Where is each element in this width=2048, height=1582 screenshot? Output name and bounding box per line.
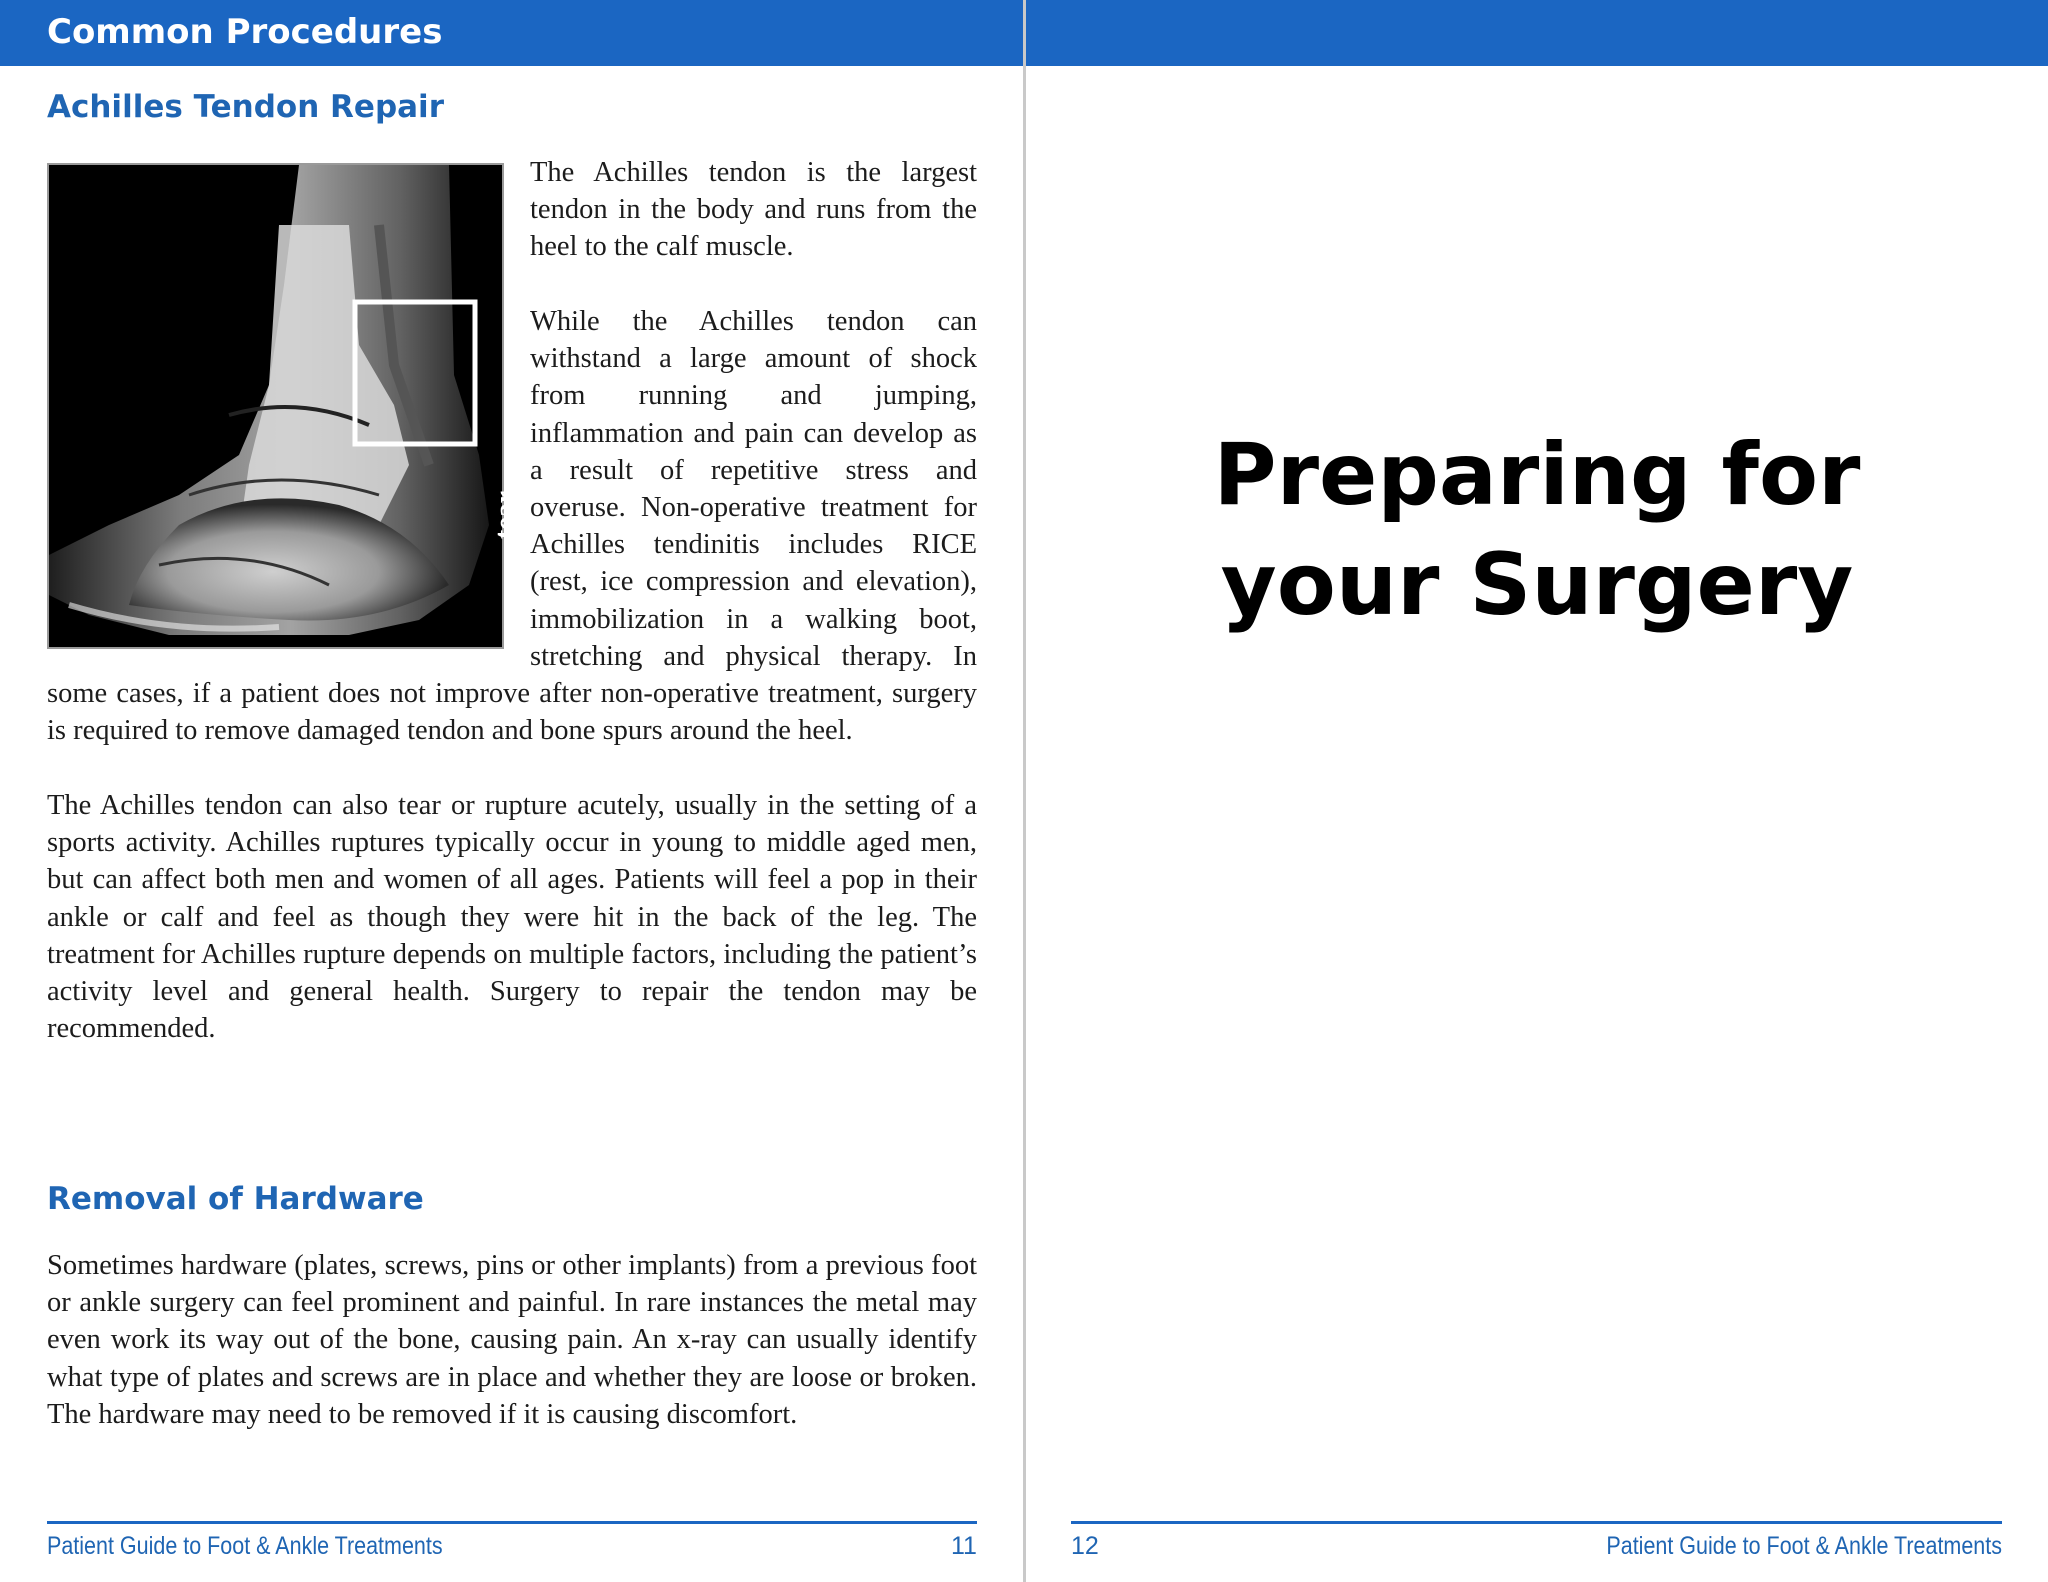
- footer-title: Patient Guide to Foot & Ankle Treatments: [1606, 1532, 2002, 1560]
- achilles-para-3: The Achilles tendon can also tear or rupture acutely, usually in the setting of a sports activity. Achilles ruptures typically occur in young to middle aged men, but can affect both men and women of all ages. Patients will feel a pop in their ankle or calf and feel as though they were hit in the back of the leg. The treatment for Achilles rupture depends on multiple factors, including the patient’s activity level and general health. Surgery to repair the tendon may be recommended.: [47, 790, 977, 1045]
- section-header-title: Common Procedures: [47, 12, 443, 52]
- chapter-title: [1026, 420, 2048, 640]
- header-bar: [1026, 0, 2048, 66]
- achilles-para-1: The Achilles tendon is the largest tendon in the body and runs from the heel to the calf muscle.: [530, 157, 977, 263]
- page-number: 12: [1071, 1532, 1099, 1560]
- left-page: [0, 0, 1023, 1582]
- page-number: 11: [951, 1532, 977, 1560]
- achilles-para-2-wrapped: While the Achilles tendon can withstand a large amount of shock from running and jumping, inflammation and pain can develop as a result of repetitive stress and overuse. Non-operative treatment for Achilles tendinitis includes RICE (rest, ice compression and elevation), immobilization in a walking boot, stretching and physical therapy. In: [530, 306, 977, 672]
- header-bar: [0, 0, 1023, 66]
- chapter-title-line-2: your Surgery: [1220, 535, 1854, 635]
- mri-illustration: [49, 165, 502, 647]
- tear-label: tear: [490, 490, 522, 540]
- right-page: [1026, 0, 2048, 1582]
- achilles-para-2-continued: some cases, if a patient does not improve after non-operative treatment, surgery is required to remove damaged tendon and bone spurs around the heel.: [47, 678, 977, 747]
- hardware-para: Sometimes hardware (plates, screws, pins or other implants) from a previous foot or ankle surgery can feel prominent and painful. In rare instances the metal may even work its way out of the bone, causing pain. An x-ray can usually identify what type of plates and screws are in place and whether they are loose or broken. The hardware may need to be removed if it is causing discomfort.: [47, 1250, 977, 1430]
- hardware-heading: Removal of Hardware: [47, 1181, 424, 1217]
- footer-title: Patient Guide to Foot & Ankle Treatments: [47, 1532, 443, 1560]
- achilles-heading: Achilles Tendon Repair: [47, 89, 444, 125]
- chapter-title-line-1: Preparing for: [1213, 425, 1861, 525]
- footer-rule: [47, 1521, 977, 1524]
- footer-rule: [1071, 1521, 2002, 1524]
- ankle-mri-image: [47, 163, 522, 649]
